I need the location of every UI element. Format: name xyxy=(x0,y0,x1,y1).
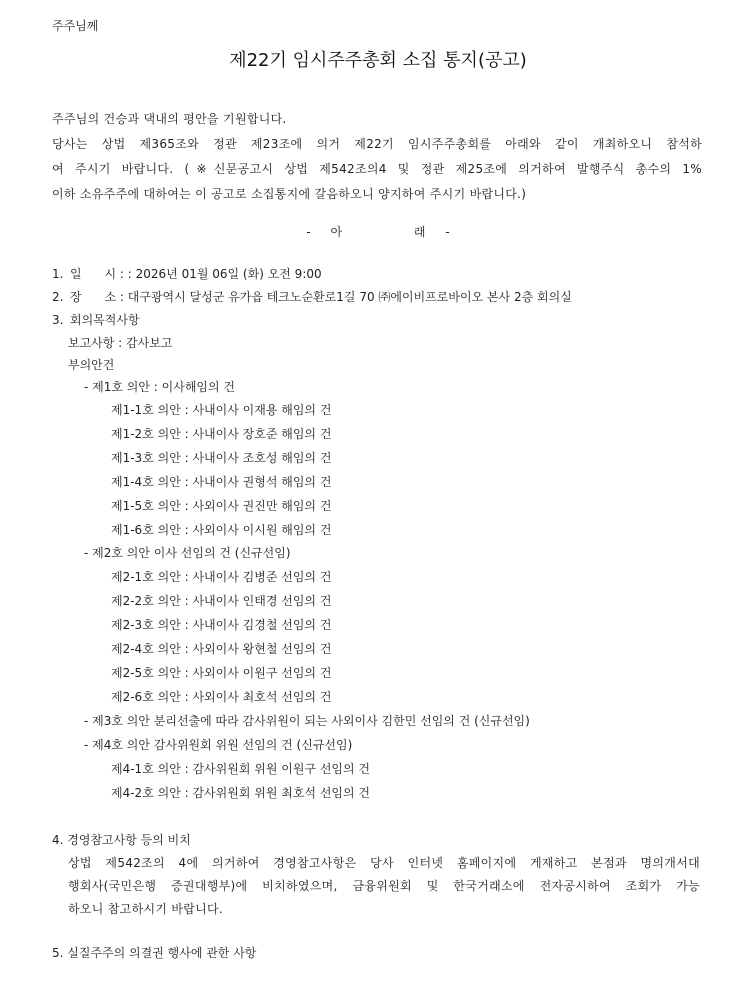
item-place-value: : 대구광역시 달성군 유가읍 테크노순환로1길 70 ㈜에이비프로바이오 본사 2층 회의실 xyxy=(119,290,572,304)
agenda-4-2: 제4-2호 의안 : 감사위원회 위원 최호석 선임의 건 xyxy=(111,786,371,800)
item-place-number: 2. xyxy=(52,290,64,304)
section-5-header: 5. 실질주주의 의결권 행사에 관한 사항 xyxy=(52,946,257,960)
separator-dash-left: - xyxy=(306,225,311,239)
agenda-2-6: 제2-6호 의안 : 사외이사 최호석 선임의 건 xyxy=(111,690,332,704)
intro-line-3: 이하 소유주주에 대하여는 이 공고로 소집통지에 갈음하오니 양지하여 주시기 바랍니다.) xyxy=(52,187,527,201)
agenda-2-2: 제2-2호 의안 : 사내이사 인태경 선임의 건 xyxy=(111,594,332,608)
agenda-1-2: 제1-2호 의안 : 사내이사 장호준 해임의 건 xyxy=(111,427,332,441)
agenda-1-5: 제1-5호 의안 : 사외이사 권진만 해임의 건 xyxy=(111,499,332,513)
agenda-1-1: 제1-1호 의안 : 사내이사 이재용 해임의 건 xyxy=(111,403,332,417)
agenda-3-title: - 제3호 의안 분리선출에 따라 감사위원이 되는 사외이사 김한민 선임의 건 (신규선임) xyxy=(84,714,530,728)
agenda-1-4: 제1-4호 의안 : 사내이사 권형석 해임의 건 xyxy=(111,475,332,489)
section-4-line-3: 하오니 참고하시기 바랍니다. xyxy=(68,902,224,916)
agenda-1-3: 제1-3호 의안 : 사내이사 조호성 해임의 건 xyxy=(111,451,332,465)
addressee: 주주님께 xyxy=(52,19,99,33)
agenda-4-1: 제4-1호 의안 : 감사위원회 위원 이원구 선임의 건 xyxy=(111,762,371,776)
item-agenda-number: 3. xyxy=(52,313,64,327)
agenda-2-5: 제2-5호 의안 : 사외이사 이원구 선임의 건 xyxy=(111,666,332,680)
item-date-label: 일 시 xyxy=(70,267,117,281)
agenda-1-6: 제1-6호 의안 : 사외이사 이시원 해임의 건 xyxy=(111,523,332,537)
resolutions-header: 부의안건 xyxy=(68,358,115,372)
agenda-1-title: - 제1호 의안 : 이사해임의 건 xyxy=(84,380,236,394)
item-place xyxy=(52,291,572,303)
item-place-label: 장 소 xyxy=(70,290,117,304)
agenda-2-4: 제2-4호 의안 : 사외이사 왕현철 선임의 건 xyxy=(111,642,332,656)
item-agenda-label: 회의목적사항 xyxy=(70,313,140,327)
separator xyxy=(0,226,756,238)
section-4-header: 4. 경영참고사항 등의 비치 xyxy=(52,833,191,847)
agenda-2-1: 제2-1호 의안 : 사내이사 김병준 선임의 건 xyxy=(111,570,332,584)
greeting: 주주님의 건승과 댁내의 평안을 기원합니다. xyxy=(52,112,287,126)
intro-line-1: 당사는 상법 제365조와 정관 제23조에 의거 제22기 임시주주총회를 아래와 같이 개최하오니 참석하 xyxy=(52,137,702,151)
item-date-number: 1. xyxy=(52,267,64,281)
notice-title: 제22기 임시주주총회 소집 통지(공고) xyxy=(229,50,527,71)
item-date-value: : : 2026년 01월 06일 (화) 오전 9:00 xyxy=(119,267,322,281)
intro-line-2: 여 주시기 바랍니다. (※신문공고시 상법 제542조의4 및 정관 제25조에 의거하여 발행주식 총수의 1% xyxy=(52,162,702,176)
item-date xyxy=(52,268,322,280)
item-agenda-header xyxy=(52,314,140,326)
agenda-2-3: 제2-3호 의안 : 사내이사 김경철 선임의 건 xyxy=(111,618,332,632)
report-line: 보고사항 : 감사보고 xyxy=(68,336,173,350)
section-4-line-1: 상법 제542조의 4에 의거하여 경영참고사항은 당사 인터넷 홈페이지에 게재하고 본점과 명의개서대 xyxy=(68,856,700,870)
agenda-2-title: - 제2호 의안 이사 선임의 건 (신규선임) xyxy=(84,546,291,560)
agenda-4-title: - 제4호 의안 감사위원회 위원 선임의 건 (신규선임) xyxy=(84,738,353,752)
section-4-line-2: 행회사(국민은행 증권대행부)에 비치하였으며, 금융위원회 및 한국거래소에 전자공시하여 조회가 가능 xyxy=(68,879,700,893)
separator-a: 아 xyxy=(330,225,343,239)
separator-rae: 래 xyxy=(413,225,426,239)
separator-dash-right: - xyxy=(445,225,450,239)
